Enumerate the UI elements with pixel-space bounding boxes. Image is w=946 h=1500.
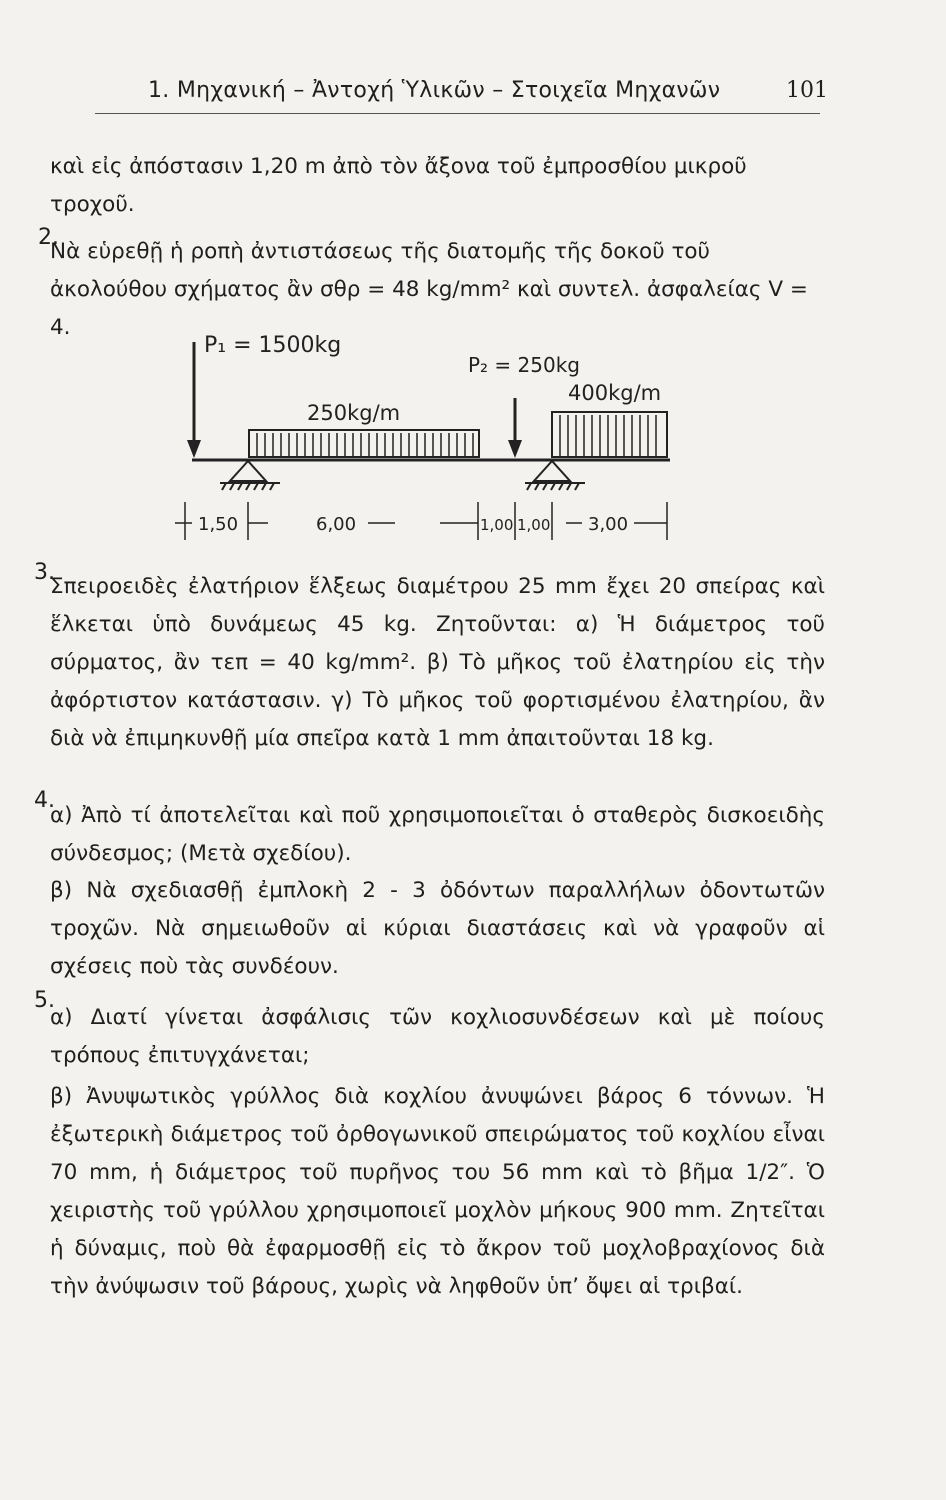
load1-label: 250kg/m <box>307 401 401 425</box>
problem-4-part-a: α) Ἀπὸ τί ἀποτελεῖται καὶ ποῦ χρησιμοποιεῖται ὁ σταθερὸς δισκοειδὴς σύνδεσμος; (Μετὰ σχεδίου). <box>50 803 825 866</box>
problem-4-part-b: β) Νὰ σχεδιασθῇ ἐμπλοκὴ 2 - 3 ὀδόντων παραλλήλων ὀδοντωτῶν τροχῶν. Νὰ σημειωθοῦν αἱ κύριαι διαστάσεις καὶ νὰ γραφοῦν αἱ σχέσεις ποὺ τὰς συνδέουν. <box>50 878 825 979</box>
page-header <box>0 0 946 120</box>
problem-5-part-a: α) Διατί γίνεται ἀσφάλισις τῶν κοχλιοσυνδέσεων καὶ μὲ ποίους τρόπους ἐπιτυγχάνεται; <box>50 1005 825 1068</box>
beam-diagram <box>170 330 710 565</box>
p2-arrowhead <box>508 440 522 458</box>
header-rule <box>95 113 820 114</box>
dim-1: 1,50 <box>198 514 239 535</box>
left-support <box>220 461 280 490</box>
problem-5-number: 5. <box>34 988 55 1013</box>
dim-2: 6,00 <box>316 514 357 535</box>
load2-label: 400kg/m <box>568 381 662 405</box>
problem-3-text: Σπειροειδὲς ἐλατήριον ἕλξεως διαμέτρου 25 mm ἔχει 20 σπείρας καὶ ἕλκεται ὑπὸ δυνάμεως 45 kg. Ζητοῦνται: α) Ἡ διάμετρος τοῦ σύρματος, ἂν τεπ = 40 kg/mm². β) Τὸ μῆκος τοῦ ἐλατηρίου εἰς τὴν ἀφόρτιστον κατάστασιν. γ) Τὸ μῆκος τοῦ φορτισμένου ἐλατηρίου, ἂν διὰ νὰ ἐπιμηκυνθῇ μία σπεῖρα κατὰ 1 mm ἀπαιτοῦνται 18 kg. <box>50 574 825 751</box>
right-support <box>525 461 585 490</box>
load2-hatching <box>560 415 656 457</box>
p1-label: P₁ = 1500kg <box>204 333 342 358</box>
load1-block <box>249 430 479 457</box>
load2-block <box>552 412 667 457</box>
load1-hatching <box>257 433 473 457</box>
dim-3: 1,00 <box>480 516 514 534</box>
problem-2-text: Νὰ εὑρεθῇ ἡ ροπὴ ἀντιστάσεως τῆς διατομῆς τῆς δοκοῦ τοῦ ἀκολούθου σχήματος ἂν σθρ = 48 kg/mm² καὶ συντελ. ἀσφαλείας V = 4. <box>50 239 808 340</box>
dim-5: 3,00 <box>588 514 629 535</box>
continuation-text: καὶ εἰς ἀπόστασιν 1,20 m ἀπὸ τὸν ἄξονα τοῦ ἐμπροσθίου μικροῦ τροχοῦ. <box>50 154 747 217</box>
running-head: 1. Μηχανική – Ἀντοχή Ὑλικῶν – Στοιχεῖα Μηχανῶν <box>148 78 721 103</box>
problem-5-part-b: β) Ἀνυψωτικὸς γρύλλος διὰ κοχλίου ἀνυψώνει βάρος 6 τόννων. Ἡ ἐξωτερικὴ διάμετρος τοῦ ὀρθογωνικοῦ σπειρώματος τοῦ κοχλίου εἶναι 70 mm, ἡ διάμετρος τοῦ πυρῆνος του 56 mm καὶ τὸ βῆμα 1/2″. Ὁ χειριστὴς τοῦ γρύλλου χρησιμοποιεῖ μοχλὸν μήκους 900 mm. Ζητεῖται ἡ δύναμις, ποὺ θὰ ἐφαρμοσθῇ εἰς τὸ ἄκρον τοῦ μοχλοβραχίονος διὰ τὴν ἀνύψωσιν τοῦ βάρους, χωρὶς νὰ ληφθοῦν ὑπ’ ὄψει αἱ τριβαί. <box>50 1084 825 1299</box>
problem-3-number: 3. <box>34 560 55 585</box>
page-number: 101 <box>786 78 828 103</box>
problem-4-number: 4. <box>34 788 55 813</box>
p2-label: P₂ = 250kg <box>468 353 581 377</box>
problem-2-number: 2. <box>38 225 59 250</box>
p1-arrowhead <box>187 440 201 458</box>
dim-4: 1,00 <box>517 516 551 534</box>
